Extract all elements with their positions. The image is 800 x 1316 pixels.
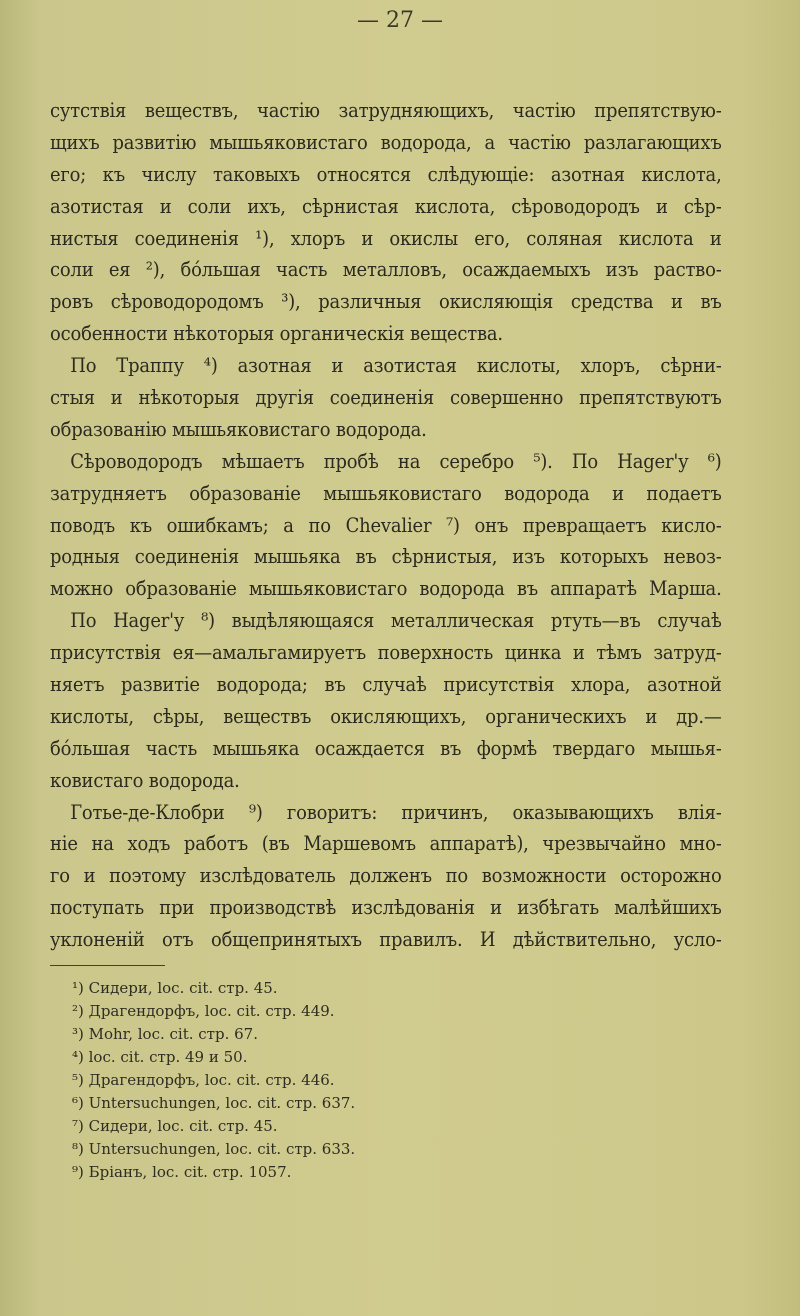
text-line: ковистаго водорода. <box>50 768 240 792</box>
text-line: ніе на ходъ работъ (въ Маршевомъ аппаратѣ), чрезвычайно мно- <box>50 832 722 856</box>
footnote: ⁵) Драгендорфъ, loc. cit. стр. 446. <box>72 1071 335 1089</box>
text-line: сутствія веществъ, частію затрудняющихъ, частію препятствую- <box>50 99 722 122</box>
text-line: ровъ сѣроводородомъ ³), различныя окисляющія средства и въ <box>50 290 722 314</box>
footnote-divider <box>50 965 165 966</box>
text-line: поводъ къ ошибкамъ; а по Chevalier ⁷) онъ превращаетъ кисло- <box>50 513 722 537</box>
footnote: ⁸) Untersuchungen, loc. cit. стр. 633. <box>72 1140 356 1158</box>
footnote: ¹) Сидери, loc. cit. стр. 45. <box>72 979 278 997</box>
page-number: — 27 — <box>357 8 443 33</box>
text-line: го и поэтому изслѣдователь долженъ по возможности осторожно <box>50 864 722 888</box>
text-line: азотистая и соли ихъ, сѣрнистая кислота, сѣроводородъ и сѣр- <box>50 194 722 218</box>
text-line: соли ея ²), бо́льшая часть металловъ, осаждаемыхъ изъ раство- <box>50 258 722 282</box>
footnotes <box>72 977 355 1184</box>
text-line: По Hager'у ⁸) выдѣляющаяся металлическая ртуть—въ случаѣ <box>70 609 722 633</box>
footnote: ⁷) Сидери, loc. cit. стр. 45. <box>72 1117 278 1135</box>
text-line: особенности нѣкоторыя органическія вещества. <box>50 322 503 346</box>
text-line: поступать при производствѣ изслѣдованія и избѣгать малѣйшихъ <box>50 896 722 920</box>
text-line: Сѣроводородъ мѣшаетъ пробѣ на серебро ⁵). По Hager'у ⁶) <box>70 449 722 473</box>
text-line: Готье-де-Клобри ⁹) говоритъ: причинъ, оказывающихъ влія- <box>70 800 722 824</box>
text-line: стыя и нѣкоторыя другія соединенія совершенно препятствуютъ <box>50 386 722 410</box>
text-line: щихъ развитію мышьяковистаго водорода, а частію разлагающихъ <box>50 130 722 154</box>
text-line: можно образованіе мышьяковистаго водорода въ аппаратѣ Марша. <box>50 577 722 601</box>
footnote: ⁹) Бріанъ, loc. cit. стр. 1057. <box>72 1163 292 1181</box>
footnote: ⁶) Untersuchungen, loc. cit. стр. 637. <box>72 1094 356 1112</box>
text-line: бо́льшая часть мышьяка осаждается въ формѣ твердаго мышья- <box>50 736 722 760</box>
text-line: его; къ числу таковыхъ относятся слѣдующіе: азотная кислота, <box>50 162 722 186</box>
footnote: ²) Драгендорфъ, loc. cit. стр. 449. <box>72 1002 335 1020</box>
text-line: няетъ развитіе водорода; въ случаѣ присутствія хлора, азотной <box>50 673 722 697</box>
footnote: ⁴) loc. cit. стр. 49 и 50. <box>72 1048 248 1066</box>
text-line: нистыя соединенія ¹), хлоръ и окислы его, соляная кислота и <box>50 226 722 250</box>
text-line: уклоненій отъ общепринятыхъ правилъ. И дѣйствительно, усло- <box>50 928 722 952</box>
text-line: образованію мышьяковистаго водорода. <box>50 417 427 441</box>
text-line: По Траппу ⁴) азотная и азотистая кислоты, хлоръ, сѣрни- <box>70 354 722 378</box>
text-line: кислоты, сѣры, веществъ окисляющихъ, органическихъ и др.— <box>50 704 722 728</box>
text-line: присутствія ея—амальгамируетъ поверхность цинка и тѣмъ затруд- <box>50 641 722 665</box>
footnote: ³) Mohr, loc. cit. стр. 67. <box>72 1025 258 1043</box>
text-line: родныя соединенія мышьяка въ сѣрнистыя, изъ которыхъ невоз- <box>50 545 722 569</box>
body-text <box>50 95 722 956</box>
text-line: затрудняетъ образованіе мышьяковистаго водорода и подаетъ <box>50 481 722 505</box>
